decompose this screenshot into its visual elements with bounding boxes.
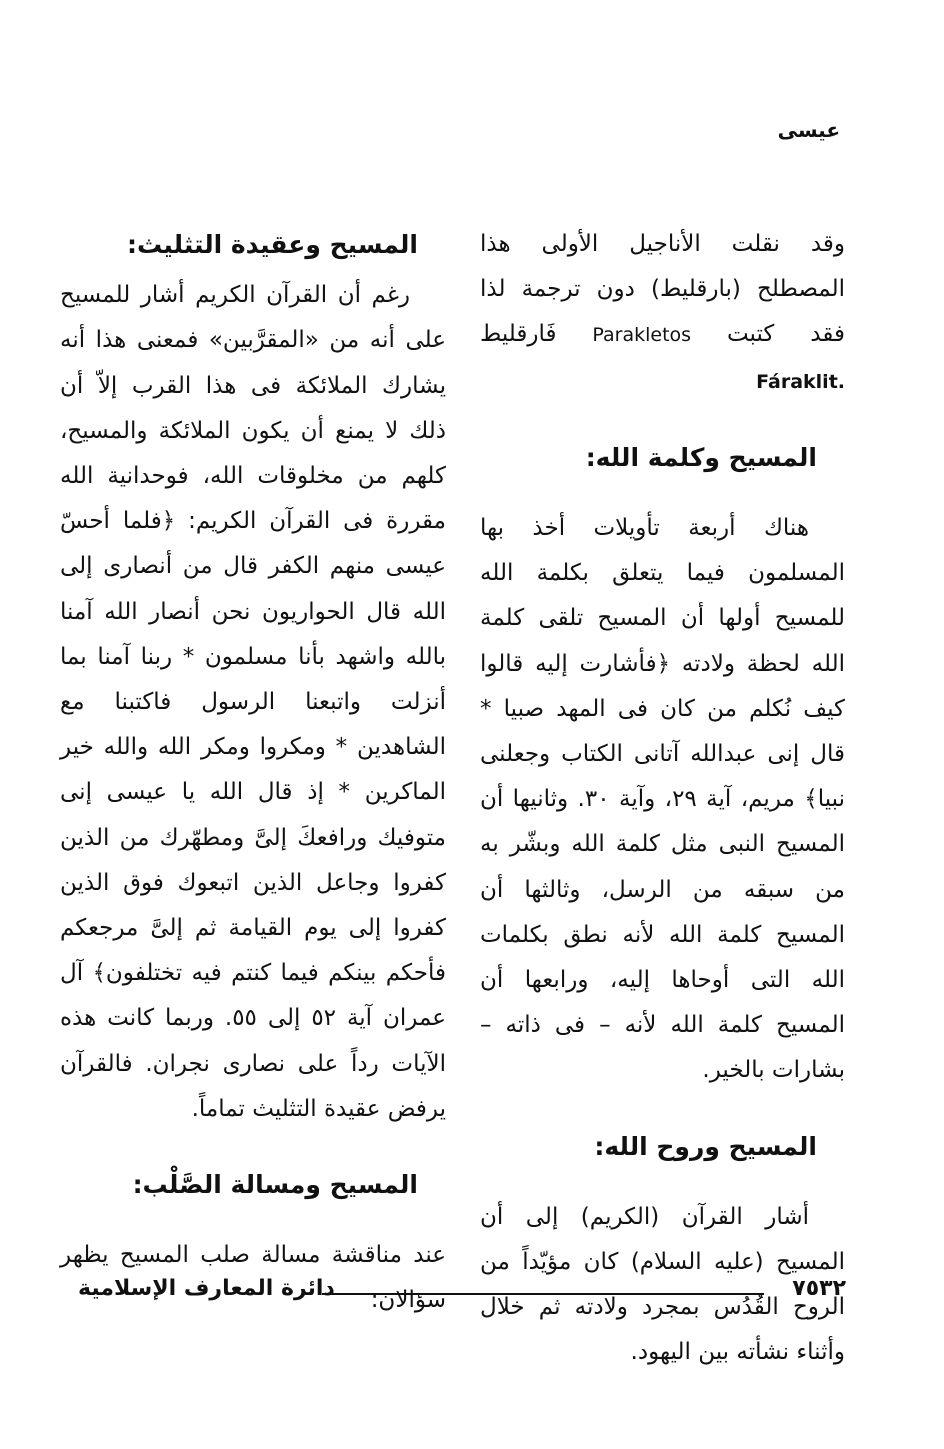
left-para-2: عند مناقشة مسالة صلب المسيح يظهر سؤالان:	[60, 1242, 446, 1314]
right-para-3: أشار القرآن (الكريم) إلى أن المسيح (عليه السلام) كان مؤيّداً من الروح القُدُس بمجرد ولادته ثم خلال وأثناء نشأته بين اليهود.	[480, 1203, 845, 1366]
publication-title: دائرة المعارف الإسلامية	[78, 1276, 335, 1301]
heading-messiah-spirit-of-god: المسيح وروح الله:	[594, 1131, 817, 1161]
latin-term-parakletos: Parakletos	[592, 324, 692, 347]
right-column	[480, 222, 845, 1376]
footer-rule	[322, 1293, 764, 1295]
right-para-1-text: وقد نقلت الأناجيل الأولى هذا المصطلح (بارقليط) دون ترجمة لذا فقد كتبت	[480, 231, 845, 348]
heading-messiah-word-of-god: المسيح وكلمة الله:	[585, 442, 817, 472]
latin-term-faraklit: Fáraklit.	[756, 370, 845, 393]
running-head: عيسى	[777, 118, 840, 142]
left-column	[60, 222, 446, 1324]
right-para-1	[480, 222, 845, 405]
footer	[78, 1276, 846, 1316]
heading-messiah-crucifixion: المسيح ومسالة الصَّلْب:	[132, 1170, 418, 1200]
heading-messiah-trinity: المسيح وعقيدة التثليث:	[126, 230, 418, 259]
right-para-2: هناك أربعة تأويلات أخذ بها المسلمون فيما يتعلق بكلمة الله للمسيح أولها أن المسيح تلقى كلمة الله لحظة ولادته ﴿فأشارت إليه قالوا كيف نُكلم من كان فى المهد صبيا * قال إنى عبدالله آتانى الكتاب وجعلنى نبيا﴾ مريم، آية ٢٩، وآية ٣٠. وثانيها أن المسيح النبى مثل كلمة الله وبشّر به من سبقه من الرسل، وثالثها أن المسيح كلمة الله لأنه نطق بكلمات الله التى أوحاها إليه، ورابعها أن المسيح كلمة الله لأنه – فى ذاته – بشارات بالخير.	[480, 515, 846, 1084]
page-number: ٧٥٣٢	[792, 1276, 846, 1301]
arabic-term-faraklit: فَارقليط	[480, 321, 557, 348]
left-para-1: رغم أن القرآن الكريم أشار للمسيح على أنه من «المقرَّبين» فمعنى هذا أنه يشارك الملائكة فى هذا القرب إلاّ أن ذلك لا يمنع أن يكون الملائكة والمسيح، كلهم من مخلوقات الله، فوحدانية الله مقررة فى القرآن الكريم: ﴿فلما أحسّ عيسى منهم الكفر قال من أنصارى إلى الله قال الحواريون نحن أنصار الله آمنا بالله واشهد بأنا مسلمون * ربنا آمنا بما أنزلت واتبعنا الرسول فاكتبنا مع الشاهدين * ومكروا ومكر الله والله خير الماكرين * إذ قال الله يا عيسى إنى متوفيك ورافعكَ إلىَّ ومطهّرك من الذين كفروا وجاعل الذين اتبعوك فوق الذين كفروا إلى يوم القيامة ثم إلىَّ مرجعكم فأحكم بينكم فيما كنتم فيه تختلفون﴾ آل عمران آية ٥٢ إلى ٥٥. وربما كانت هذه الآيات رداً على نصارى نجران. فالقرآن يرفض عقيدة التثليث تماماً.	[60, 282, 446, 1122]
